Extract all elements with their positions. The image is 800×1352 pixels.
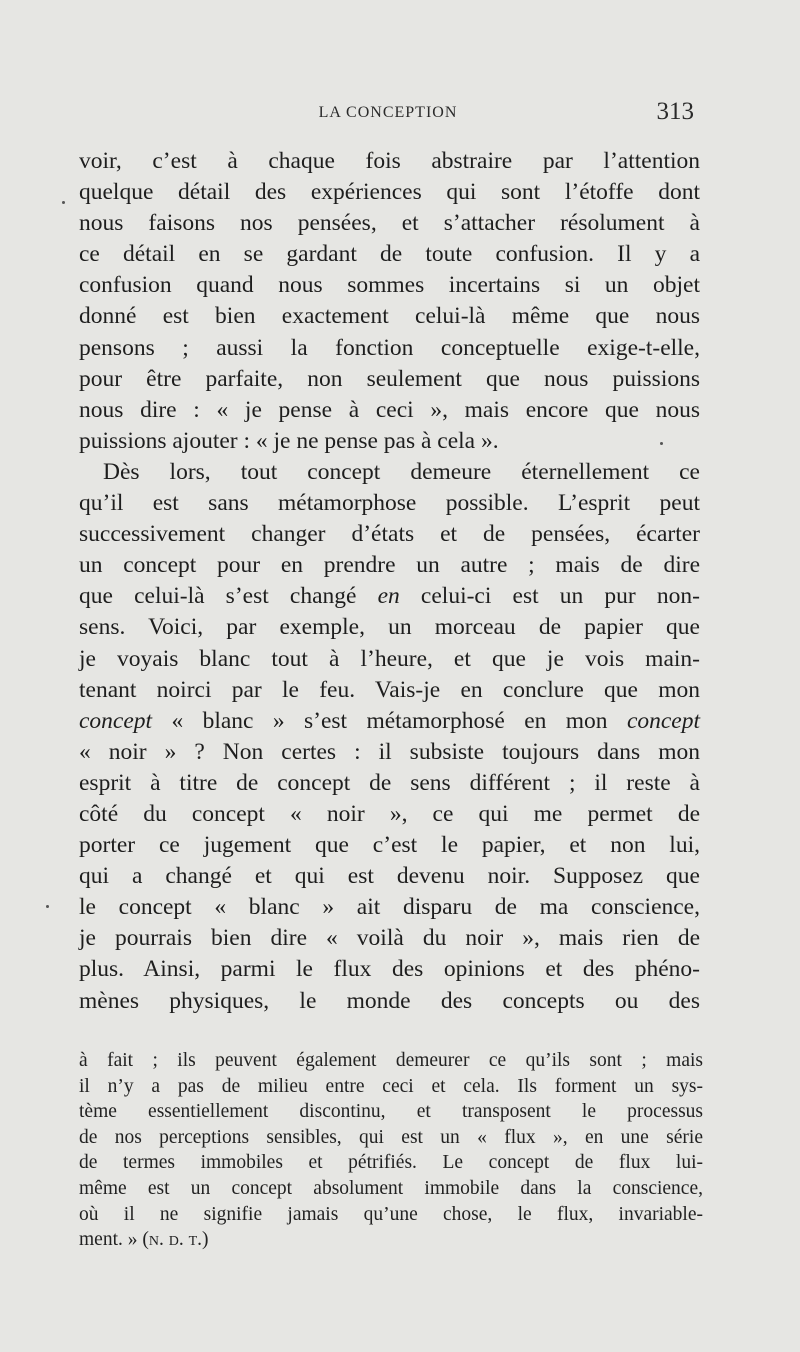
text-line: nous faisons nos pensées, et s’attacher résolument à [79, 210, 700, 237]
footnote-line: il n’y a pas de milieu entre ceci et cela. Ils forment un sys- [79, 1075, 703, 1097]
emphasis-en: en [377, 583, 400, 610]
footnote-line: à fait ; ils peuvent également demeurer ce qu’ils sont ; mais [79, 1050, 703, 1071]
text-line: plus. Ainsi, parmi le flux des opinions et des phéno- [79, 956, 700, 983]
text-line-with-emphasis [79, 581, 700, 612]
text-line: successivement changer d’états et de pensées, écarter [79, 521, 700, 548]
line-part: celui-ci est un pur non- [399, 583, 700, 610]
print-speck [62, 201, 65, 204]
text-line: nous dire : « je pense à ceci », mais encore que nous [79, 396, 700, 423]
line-part: ment. » ( [79, 1229, 149, 1251]
running-title: LA CONCEPTION [318, 104, 458, 121]
footnote-last-line [79, 1227, 703, 1253]
text-line: le concept « blanc » ait disparu de ma conscience, [79, 894, 700, 921]
text-line: côté du concept « noir », ce qui me permet de [79, 800, 700, 827]
text-line: esprit à titre de concept de sens différent ; il reste à [79, 769, 700, 796]
text-line: donné est bien exactement celui-là même que nous [79, 303, 700, 330]
text-line: qu’il est sans métamorphose possible. L’esprit peut [79, 490, 700, 517]
emphasis-concept: concept [626, 707, 701, 734]
emphasis-concept: concept [79, 707, 153, 734]
footnote-line: tème essentiellement discontinu, et transposent le processus [79, 1101, 703, 1123]
text-line: mènes physiques, le monde des concepts ou des [79, 987, 700, 1014]
text-line: un concept pour en prendre un autre ; mais de dire [79, 552, 700, 579]
text-line: je voyais blanc tout à l’heure, et que je vois main- [79, 645, 700, 672]
footnote-line: même est un concept absolument immobile dans la conscience, [79, 1177, 703, 1199]
text-line: « noir » ? Non certes : il subsiste toujours dans mon [79, 738, 700, 765]
footnote-line: de termes immobiles et pétrifiés. Le concept de flux lui- [79, 1152, 703, 1174]
paragraph-start-line: Dès lors, tout concept demeure éternellement ce [103, 458, 700, 485]
text-line: ce détail en se gardant de toute confusion. Il y a [79, 241, 700, 268]
footnote [79, 1048, 703, 1253]
print-speck [46, 905, 49, 908]
text-line: qui a changé et qui est devenu noir. Supposez que [79, 863, 700, 890]
translator-note: n. d. t. [148, 1229, 203, 1251]
text-line: tenant noirci par le feu. Vais-je en conclure que mon [79, 676, 700, 703]
text-line-with-emphasis [79, 706, 700, 737]
text-line: puissions ajouter : « je ne pense pas à cela ». [79, 427, 499, 454]
text-line: voir, c’est à chaque fois abstraire par l’attention [79, 148, 700, 174]
footnote-line: de nos perceptions sensibles, qui est un « flux », en une série [79, 1126, 703, 1148]
text-line: quelque détail des expériences qui sont l’étoffe dont [79, 179, 700, 206]
text-line: sens. Voici, par exemple, un morceau de papier que [79, 614, 700, 641]
main-text [79, 146, 700, 1017]
text-line: confusion quand nous sommes incertains si un objet [79, 272, 700, 299]
running-head [76, 98, 700, 130]
print-speck [660, 442, 663, 445]
line-part: que celui-là s’est changé [79, 583, 378, 610]
text-line: porter ce jugement que c’est le papier, et non lui, [79, 832, 700, 859]
text-line: pensons ; aussi la fonction conceptuelle exige-t-elle, [79, 334, 700, 361]
text-line: pour être parfaite, non seulement que nous puissions [79, 365, 700, 392]
footnote-line: où il ne signifie jamais qu’une chose, le flux, invariable- [79, 1203, 703, 1225]
page-number: 313 [656, 98, 694, 125]
line-part: ) [202, 1229, 209, 1251]
line-part: « blanc » s’est métamorphosé en mon [171, 707, 608, 734]
text-line: je pourrais bien dire « voilà du noir », mais rien de [79, 925, 700, 952]
